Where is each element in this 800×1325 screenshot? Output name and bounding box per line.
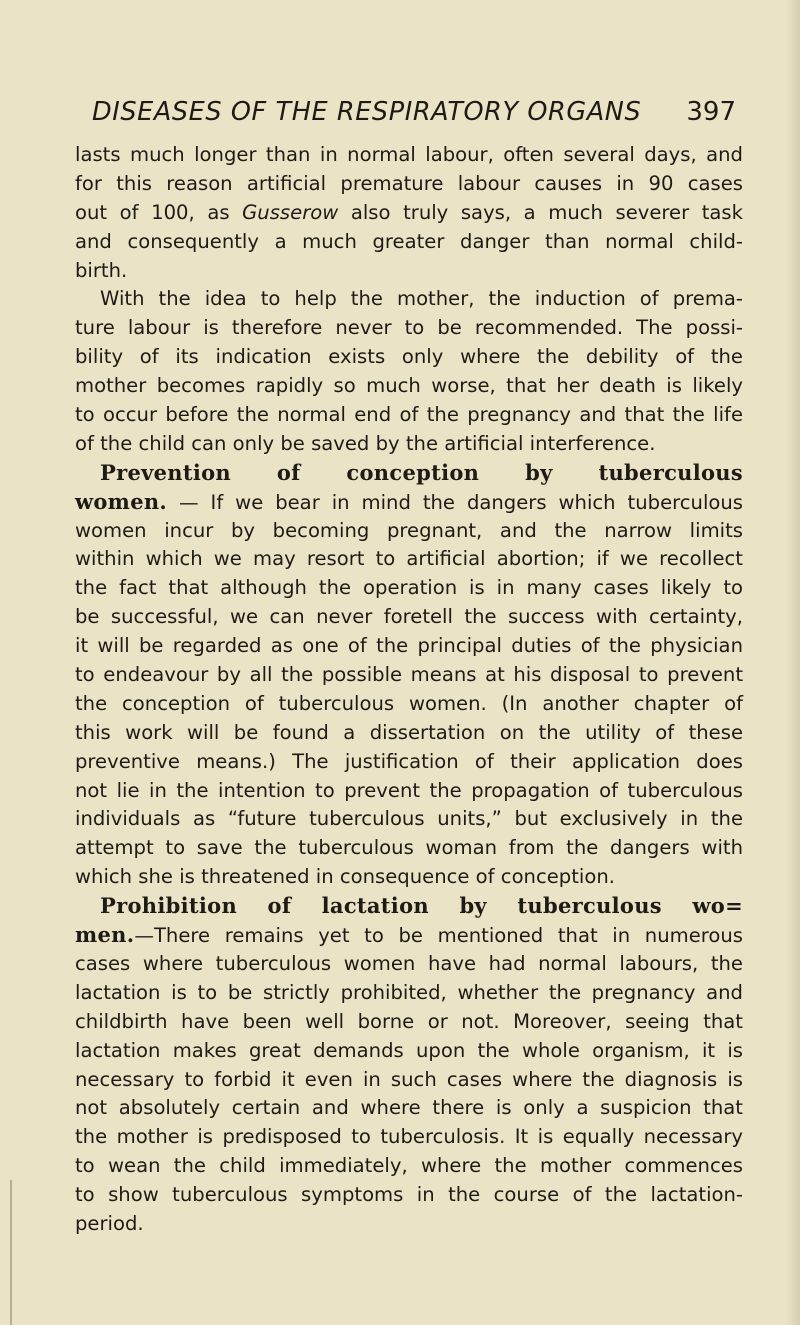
text-line: the mother is predisposed to tuberculosis. It is equally necessary xyxy=(75,1125,743,1149)
text-line: which she is threatened in consequence of conception. xyxy=(75,865,615,889)
text-line: childbirth have been well borne or not. Moreover, seeing that xyxy=(75,1009,743,1033)
section-heading-prevention-end: women. xyxy=(75,488,168,514)
text-line: ture labour is therefore never to be recommended. The possi- xyxy=(75,316,743,340)
text-span: —There remains yet to be mentioned that in numerous xyxy=(134,924,743,948)
text-line: bility of its indication exists only where the debility of the xyxy=(75,345,743,369)
text-line: be successful, we can never foretell the success with certainty, xyxy=(75,605,743,629)
text-line xyxy=(75,199,743,228)
text-line: this work will be found a dissertation on the utility of these xyxy=(75,720,743,744)
text-line: necessary to forbid it even in such cases where the diagnosis is xyxy=(75,1067,743,1091)
section-heading-lactation-end: men. xyxy=(75,922,135,948)
body-text xyxy=(75,141,743,1239)
text-line: it will be regarded as one of the principal duties of the physician xyxy=(75,634,743,658)
section-heading-lactation: Prohibition of lactation by tuberculous wo= xyxy=(100,893,743,919)
page-edge-shadow xyxy=(786,0,800,1325)
paragraph-prevention xyxy=(75,459,743,892)
text-line: to occur before the normal end of the pregnancy and that the life xyxy=(75,403,743,427)
text-line: lasts much longer than in normal labour, often several days, and xyxy=(75,143,743,166)
text-line xyxy=(75,921,743,950)
text-span: — If we bear in mind the dangers which tuberculous xyxy=(179,490,743,514)
text-line: not absolutely certain and where there is only a suspicion that xyxy=(75,1096,743,1120)
page-number: 397 xyxy=(686,97,736,127)
running-head xyxy=(92,94,736,130)
text-line xyxy=(75,488,743,517)
text-line: and consequently a much greater danger than normal child- xyxy=(75,229,743,253)
text-line: the conception of tuberculous women. (In another chapter of xyxy=(75,691,743,715)
text-line: of the child can only be saved by the artificial interference. xyxy=(75,431,656,455)
text-line: to wean the child immediately, where the mother commences xyxy=(75,1154,743,1178)
text-line: mother becomes rapidly so much worse, that her death is likely xyxy=(75,374,743,398)
text-line: period. xyxy=(75,1211,144,1235)
paragraph-labour-duration xyxy=(75,141,743,285)
author-name: Gusserow xyxy=(242,200,339,224)
text-line: not lie in the intention to prevent the propagation of tuberculous xyxy=(75,778,743,802)
scan-edge-mark xyxy=(10,1180,12,1325)
running-title: DISEASES OF THE RESPIRATORY ORGANS xyxy=(92,97,642,127)
text-line: cases where tuberculous women have had normal labours, the xyxy=(75,951,743,975)
text-span: also truly says, a much severer task xyxy=(350,200,743,224)
text-line: the fact that although the operation is in many cases likely to xyxy=(75,576,743,600)
text-line: birth. xyxy=(75,258,128,282)
text-line: individuals as “future tuberculous units,” but exclusively in the xyxy=(75,807,743,831)
paragraph-induction xyxy=(75,285,743,458)
text-line: to show tuberculous symptoms in the course of the lactation- xyxy=(75,1183,743,1207)
text-line: lactation is to be strictly prohibited, whether the pregnancy and xyxy=(75,980,743,1004)
text-span: out of 100, as xyxy=(75,200,230,224)
text-line: attempt to save the tuberculous woman from the dangers with xyxy=(75,836,743,860)
section-heading-prevention: Prevention of conception by tuberculous xyxy=(100,459,743,485)
text-line: for this reason artificial premature labour causes in 90 cases xyxy=(75,171,743,195)
text-line: preventive means.) The justification of their application does xyxy=(75,749,743,773)
paragraph-lactation xyxy=(75,892,743,1239)
text-line: within which we may resort to artificial abortion; if we recollect xyxy=(75,547,743,571)
text-line: to endeavour by all the possible means at his disposal to prevent xyxy=(75,663,743,687)
text-line: women incur by becoming pregnant, and the narrow limits xyxy=(75,518,743,542)
text-line: lactation makes great demands upon the whole organism, it is xyxy=(75,1038,743,1062)
text-line: With the idea to help the mother, the induction of prema- xyxy=(100,287,743,311)
